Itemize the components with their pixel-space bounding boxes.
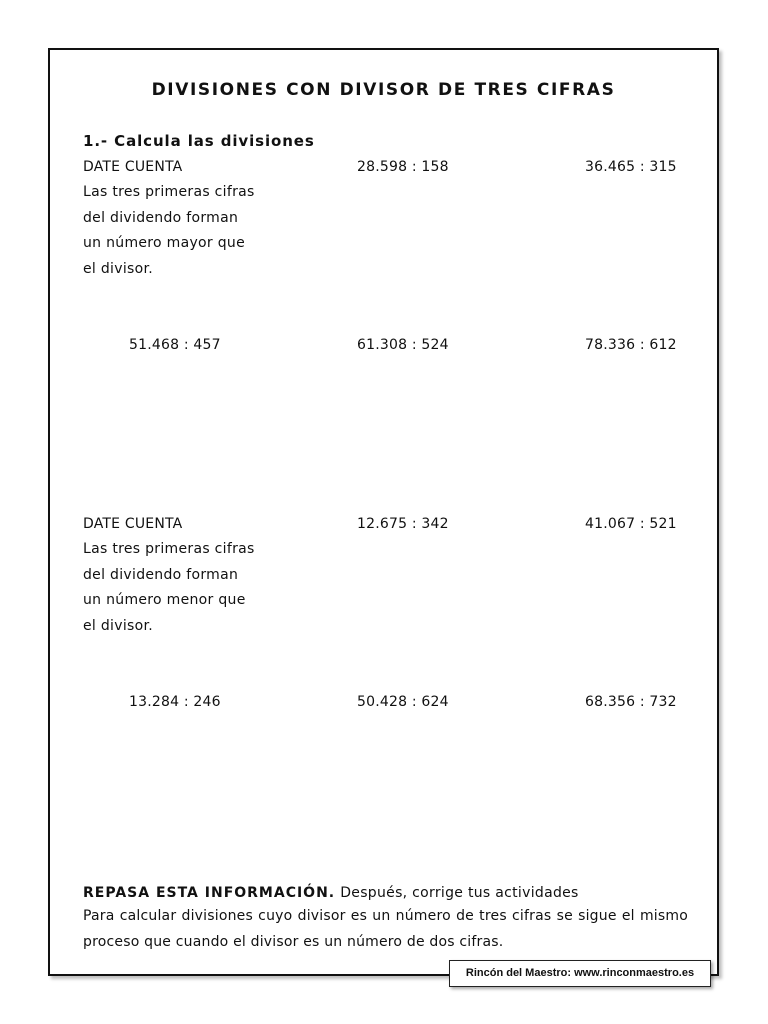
worksheet-page (48, 48, 719, 976)
note-line: un número menor que (83, 592, 246, 608)
division-exercise: 36.465 : 315 (585, 159, 677, 175)
review-instruction: Después, corrige tus actividades (340, 885, 579, 901)
division-exercise: 51.468 : 457 (129, 337, 221, 353)
note-line: el divisor. (83, 261, 153, 277)
note-line: un número mayor que (83, 235, 246, 251)
division-exercise: 12.675 : 342 (357, 516, 449, 532)
division-exercise: 78.336 : 612 (585, 337, 677, 353)
review-line (83, 882, 579, 901)
note-line: Las tres primeras cifras (83, 541, 255, 557)
division-exercise: 13.284 : 246 (129, 694, 221, 710)
section-heading: 1.- Calcula las divisiones (83, 132, 315, 150)
review-paragraph: Para calcular divisiones cuyo divisor es un número de tres cifras se sigue el mismo proceso que cuando el divisor es un número de dos cifras. (83, 908, 688, 950)
division-exercise: 28.598 : 158 (357, 159, 449, 175)
note-line: del dividendo forman (83, 567, 239, 583)
division-exercise: 50.428 : 624 (357, 694, 449, 710)
note-label-2: DATE CUENTA (83, 516, 183, 532)
note-line: Las tres primeras cifras (83, 184, 255, 200)
division-exercise: 41.067 : 521 (585, 516, 677, 532)
division-exercise: 68.356 : 732 (585, 694, 677, 710)
footer-credit: Rincón del Maestro: www.rinconmaestro.es (449, 960, 711, 987)
note-line: el divisor. (83, 618, 153, 634)
note-line: del dividendo forman (83, 210, 239, 226)
review-heading: REPASA ESTA INFORMACIÓN. (83, 885, 336, 901)
note-label-1: DATE CUENTA (83, 159, 183, 175)
division-exercise: 61.308 : 524 (357, 337, 449, 353)
worksheet-title: DIVISIONES CON DIVISOR DE TRES CIFRAS (151, 80, 616, 100)
